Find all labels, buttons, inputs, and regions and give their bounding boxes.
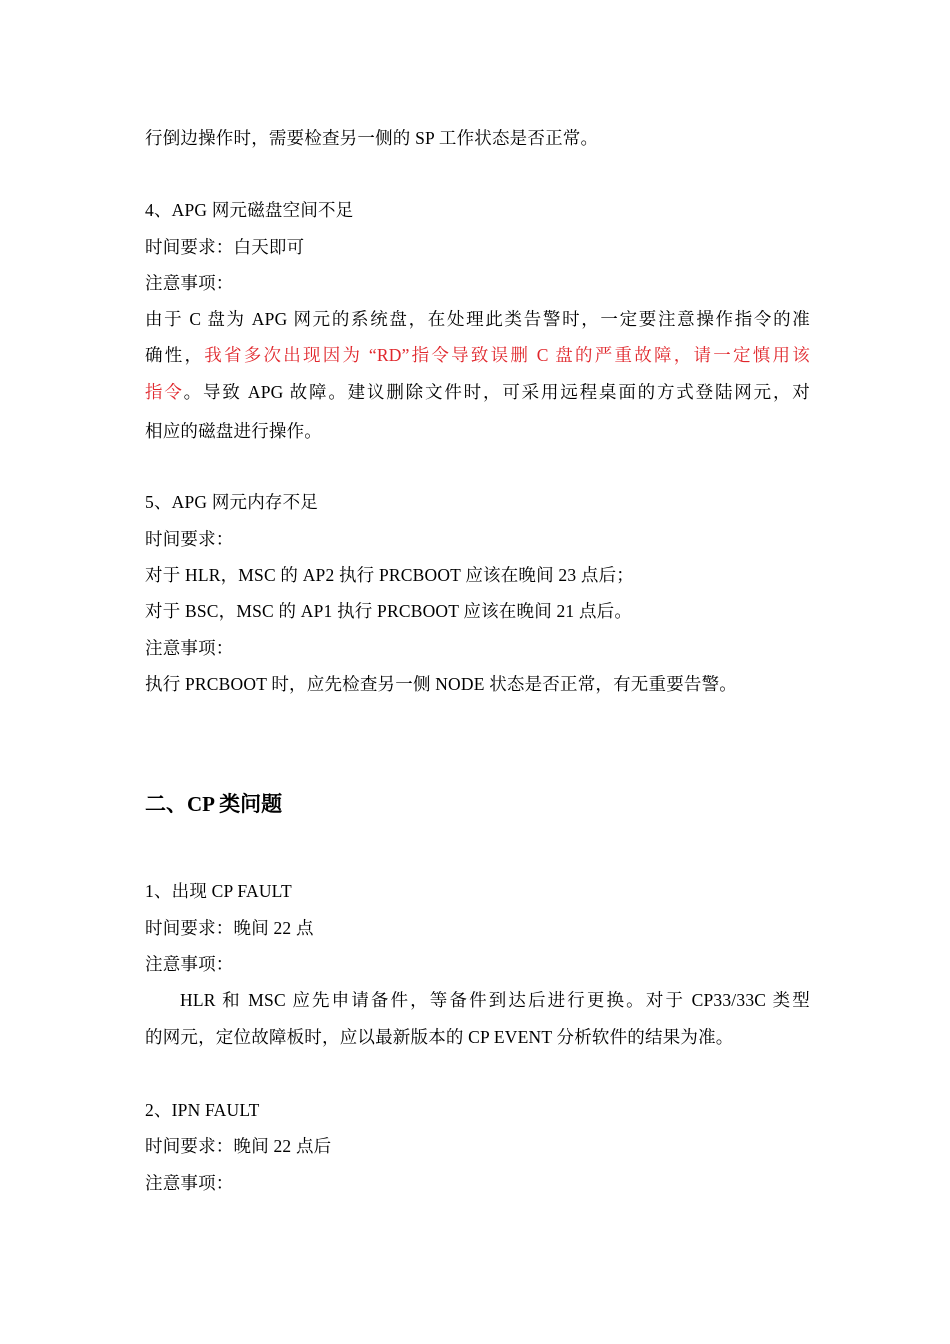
section-heading-cp: 二、CP 类问题 xyxy=(145,792,283,816)
cp-item2-title: 2、IPN FAULT xyxy=(145,1100,260,1120)
item5-title: 5、APG 网元内存不足 xyxy=(145,492,319,512)
item4-notes-label: 注意事项： xyxy=(145,273,234,293)
cp-item1-paragraph-line1: HLR 和 MSC 应先申请备件，等备件到达后进行更换。对于 CP33/33C 类型 xyxy=(180,990,810,1010)
item5-hlr-line: 对于 HLR，MSC 的 AP2 执行 PRCBOOT 应该在晚间 23 点后； xyxy=(145,565,634,585)
item4-time-requirement: 时间要求：白天即可 xyxy=(145,237,305,257)
item4-paragraph-line3-black: 。导致 APG 故障。建议删除文件时，可采用远程桌面的方式登陆网元，对 xyxy=(183,382,810,402)
cp-item1-notes-label: 注意事项： xyxy=(145,954,234,974)
item4-warning-red-text: 我省多次出现因为 “RD”指令导致误删 C 盘的严重故障，请一定慎用该 xyxy=(204,345,810,365)
continued-paragraph-line: 行倒边操作时，需要检查另一侧的 SP 工作状态是否正常。 xyxy=(145,128,599,148)
cp-item2-time-requirement: 时间要求：晚间 22 点后 xyxy=(145,1136,332,1156)
item5-notes-line: 执行 PRCBOOT 时，应先检查另一侧 NODE 状态是否正常，有无重要告警。 xyxy=(145,674,738,694)
item4-warning-red-text-end: 指令 xyxy=(145,382,184,402)
cp-item1-paragraph-line2: 的网元，定位故障板时，应以最新版本的 CP EVENT 分析软件的结果为准。 xyxy=(145,1027,734,1047)
item4-paragraph-line3 xyxy=(145,380,810,404)
item5-time-requirement: 时间要求： xyxy=(145,529,234,549)
item5-bsc-line: 对于 BSC，MSC 的 AP1 执行 PRCBOOT 应该在晚间 21 点后。 xyxy=(145,601,633,621)
item5-notes-label: 注意事项： xyxy=(145,638,234,658)
cp-item2-notes-label: 注意事项： xyxy=(145,1173,234,1193)
item4-title: 4、APG 网元磁盘空间不足 xyxy=(145,200,354,220)
item4-paragraph-line1: 由于 C 盘为 APG 网元的系统盘，在处理此类告警时，一定要注意操作指令的准 xyxy=(145,309,810,329)
cp-item1-time-requirement: 时间要求：晚间 22 点 xyxy=(145,918,314,938)
item4-paragraph-line4: 相应的磁盘进行操作。 xyxy=(145,421,322,441)
cp-item1-title: 1、出现 CP FAULT xyxy=(145,881,292,901)
item4-paragraph-line2-black: 确性， xyxy=(145,345,205,365)
item4-paragraph-line2 xyxy=(145,343,810,367)
